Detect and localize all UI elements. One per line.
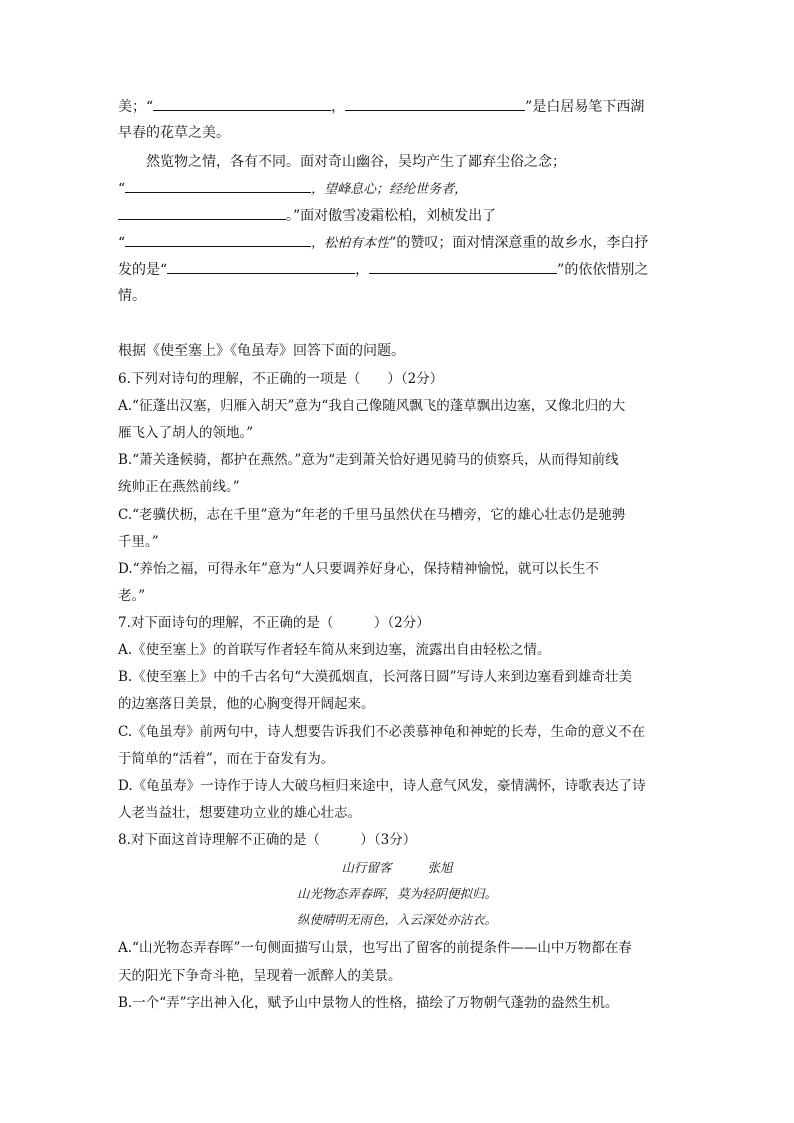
text: 美；“ [118, 99, 154, 115]
q7-option-c-cont: 于简单的“活着”，而在于奋发有为。 [118, 751, 335, 767]
q6-option-d-cont: 老。” [118, 588, 146, 604]
text: ”的依依惜别之 [557, 262, 649, 278]
q6-option-a-cont: 雁飞入了胡人的领地。” [118, 425, 254, 441]
text: ”是白居易笔下西湖 [525, 99, 645, 115]
text: “ [118, 181, 126, 197]
answer-blank[interactable] [125, 232, 311, 247]
fill-line-8: 情。 [118, 288, 146, 304]
question-6: 6.下列对诗句的理解，不正确的一项是（ ）（2分） [118, 371, 444, 387]
text: 。”面对傲雪凌霜松柏，刘桢发出了 [286, 208, 497, 224]
poem-line-2: 纵使晴明无雨色，入云深处亦沾衣。 [296, 912, 497, 927]
q8-option-a-cont: 天的阳光下争奇斗艳，呈现着一派醉人的美景。 [118, 968, 402, 984]
q7-option-d-cont: 人老当益壮，想要建功立业的雄心壮志。 [118, 805, 361, 821]
text: ， [355, 262, 370, 278]
q6-option-b: B.“萧关逢候骑，都护在燕然。”意为“走到萧关恰好遇见骑马的侦察兵，从而得知前线 [118, 452, 619, 468]
fill-line-6 [118, 232, 648, 254]
fill-line-4 [118, 178, 467, 200]
q7-option-a: A.《使至塞上》的首联写作者轻车简从来到边塞，流露出自由轻松之情。 [118, 642, 551, 658]
q7-option-d: D.《龟虽寿》一诗作于诗人大破乌桓归来途中，诗人意气风发，豪情满怀，诗歌表达了诗 [118, 778, 646, 794]
fill-line-2: 早春的花草之美。 [118, 125, 230, 141]
poem-author: 张旭 [427, 860, 453, 875]
answer-blank[interactable] [125, 178, 311, 193]
fill-line-5 [118, 205, 496, 226]
fill-line-1 [118, 96, 644, 117]
question-8: 8.对下面这首诗理解不正确的是（ ）（3分） [118, 832, 417, 848]
q6-option-b-cont: 统帅正在燕然前线。” [118, 479, 240, 495]
question-7: 7.对下面诗句的理解，不正确的是（ ）（2分） [118, 615, 430, 631]
text: ”的赞叹；面对情深意重的故乡水，李白抒 [389, 235, 649, 251]
fill-line-7 [118, 259, 648, 280]
poem-title: 山行留客 [341, 860, 392, 875]
answer-blank[interactable] [118, 205, 286, 220]
q6-option-d: D.“养怡之福，可得永年”意为“人只要调养好身心，保持精神愉悦，就可以长生不 [118, 561, 599, 577]
answer-blank[interactable] [345, 96, 525, 111]
q6-option-c-cont: 千里。” [118, 534, 159, 550]
text: ，松柏有本性 [311, 236, 390, 251]
poem-line-1: 山光物态弄春晖，莫为轻阴便拟归。 [296, 886, 497, 901]
q6-option-c: C.“老骥伏枥，志在千里”意为“年老的千里马虽然伏在马槽旁，它的雄心壮志仍是驰骋 [118, 507, 626, 523]
answer-blank[interactable] [167, 259, 355, 274]
fill-line-3: 然览物之情，各有不同。面对奇山幽谷，吴均产生了鄙弃尘俗之念； [146, 154, 566, 170]
section-intro: 根据《使至塞上》《龟虽寿》回答下面的问题。 [118, 343, 405, 359]
poem-heading [0, 859, 794, 877]
text: “ [118, 235, 126, 251]
answer-blank[interactable] [369, 259, 557, 274]
q7-option-b: B.《使至塞上》中的千古名句“大漠孤烟直，长河落日圆”写诗人来到边塞看到雄奇壮美 [118, 669, 633, 685]
q6-option-a: A.“征蓬出汉塞，归雁入胡天”意为“我自己像随风飘飞的蓬草飘出边塞，又像北归的大 [118, 398, 626, 414]
text: ， [331, 99, 346, 115]
answer-blank[interactable] [153, 96, 331, 111]
text: ，望峰息心；经纶世务者， [311, 182, 468, 197]
q7-option-c: C.《龟虽寿》前两句中，诗人想要告诉我们不必羡慕神龟和神蛇的长寿，生命的意义不在 [118, 724, 646, 740]
text: 发的是“ [118, 262, 168, 278]
q8-option-b: B.一个“弄”字出神入化，赋予山中景物人的性格，描绘了万物朝气蓬勃的盎然生机。 [118, 995, 619, 1011]
q7-option-b-cont: 的边塞落日美景，他的心胸变得开阔起来。 [118, 696, 375, 712]
q8-option-a: A.“山光物态弄春晖”一句侧面描写山景，也写出了留客的前提条件——山中万物都在春 [118, 940, 632, 956]
